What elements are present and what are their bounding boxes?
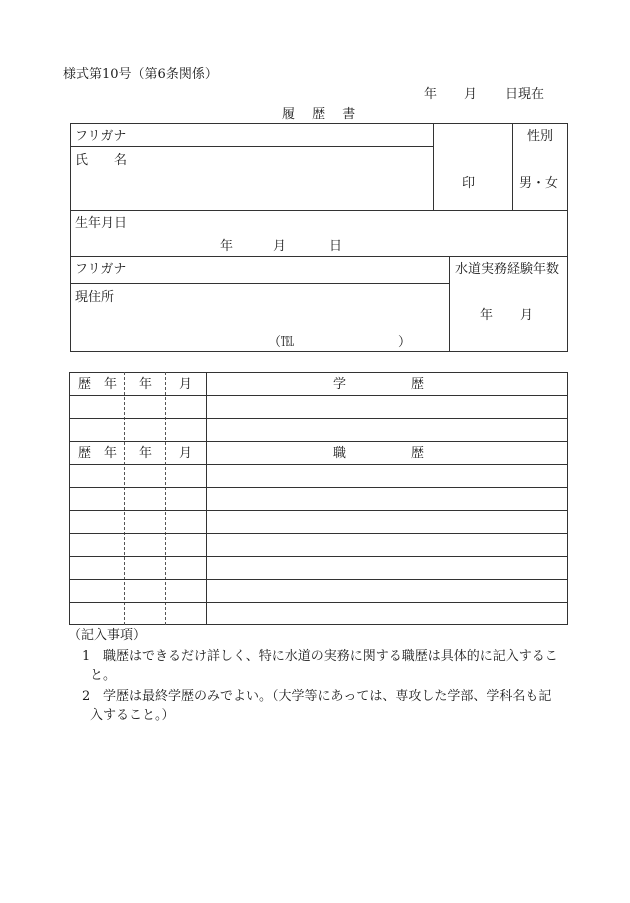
notes-heading: （記入事項） bbox=[68, 628, 147, 643]
sex-label: 性別 bbox=[527, 129, 554, 144]
row-line bbox=[69, 556, 568, 557]
personal-info-box bbox=[70, 123, 568, 352]
column-divider bbox=[206, 372, 207, 625]
divider bbox=[433, 123, 434, 210]
telephone-label: （℡ ） bbox=[268, 335, 412, 350]
row-line bbox=[69, 487, 568, 488]
career-header-title: 職 歴 bbox=[333, 446, 425, 461]
column-divider bbox=[165, 372, 166, 625]
career-header-month: 月 bbox=[179, 446, 193, 461]
divider bbox=[70, 146, 433, 147]
address-label: 現住所 bbox=[75, 290, 115, 305]
divider bbox=[512, 123, 513, 210]
birth-day: 日 bbox=[329, 239, 343, 254]
divider bbox=[70, 210, 568, 211]
form-number: 様式第10号（第6条関係） bbox=[63, 67, 218, 82]
note-2-line-1: 学歴は最終学歴のみでよい。（大学等にあっては、専攻した学部、学科名も記 bbox=[103, 689, 552, 704]
divider bbox=[449, 256, 450, 352]
row-line bbox=[69, 602, 568, 603]
education-header-era: 歴 年 bbox=[78, 377, 118, 392]
name-label: 氏 名 bbox=[75, 153, 128, 168]
divider bbox=[70, 256, 568, 257]
note-2-number: 2 bbox=[82, 689, 91, 704]
row-line bbox=[69, 395, 568, 396]
education-header-title: 学 歴 bbox=[333, 377, 425, 392]
birth-month: 月 bbox=[273, 239, 287, 254]
note-1-line-2: と。 bbox=[90, 668, 117, 683]
divider bbox=[70, 283, 449, 284]
career-header-year: 年 bbox=[139, 446, 153, 461]
column-divider bbox=[124, 372, 125, 625]
career-header-era: 歴 年 bbox=[78, 446, 118, 461]
date-day-current: 日現在 bbox=[505, 87, 545, 102]
date-year: 年 bbox=[424, 87, 438, 102]
row-line bbox=[69, 533, 568, 534]
row-line bbox=[69, 464, 568, 465]
row-line bbox=[69, 441, 568, 442]
education-header-month: 月 bbox=[179, 377, 193, 392]
note-1-number: 1 bbox=[82, 649, 91, 664]
date-month: 月 bbox=[464, 87, 478, 102]
experience-label: 水道実務経験年数 bbox=[455, 262, 560, 277]
experience-year: 年 bbox=[480, 308, 494, 323]
note-2-line-2: 入すること。） bbox=[90, 708, 175, 723]
row-line bbox=[69, 510, 568, 511]
history-table bbox=[69, 372, 568, 625]
furigana-label: フリガナ bbox=[75, 129, 127, 144]
row-line bbox=[69, 579, 568, 580]
sex-options: 男・女 bbox=[519, 176, 559, 191]
address-furigana-label: フリガナ bbox=[75, 262, 127, 277]
birth-label: 生年月日 bbox=[75, 216, 128, 231]
page-title: 履 歴 書 bbox=[282, 107, 362, 122]
note-1-line-1: 職歴はできるだけ詳しく、特に水道の実務に関する職歴は具体的に記入するこ bbox=[103, 649, 558, 664]
experience-month: 月 bbox=[520, 308, 534, 323]
seal-label: 印 bbox=[462, 176, 476, 191]
row-line bbox=[69, 418, 568, 419]
education-header-year: 年 bbox=[139, 377, 153, 392]
birth-year: 年 bbox=[220, 239, 234, 254]
